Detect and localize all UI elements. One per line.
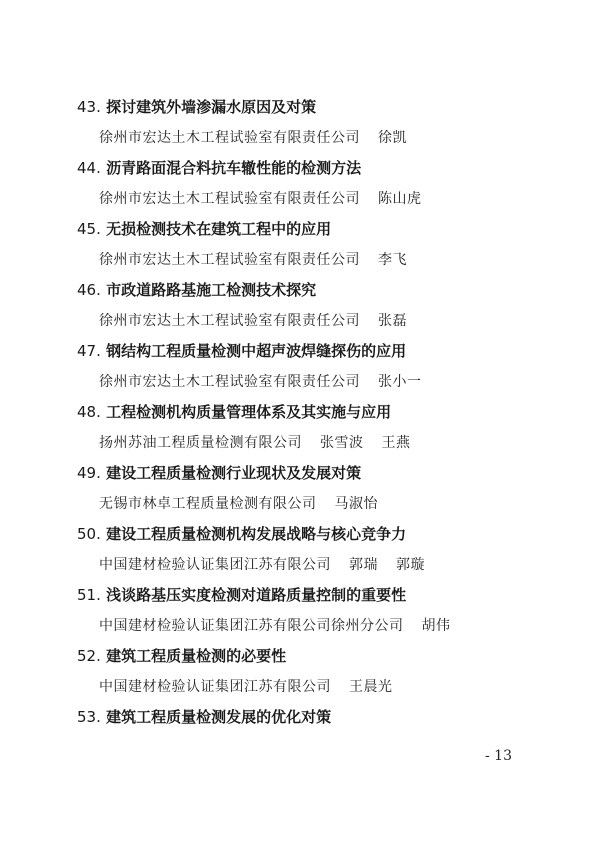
entry-number: 48. [77, 403, 101, 421]
entry-author-line [0, 550, 600, 580]
entry-title-line [0, 580, 600, 611]
entry-title-line [0, 397, 600, 428]
list-item [0, 641, 600, 702]
entry-title-line [0, 92, 600, 123]
entry-authors [335, 489, 379, 519]
entry-author: 王晨光 [349, 679, 393, 695]
entry-title: 沥青路面混合料抗车辙性能的检测方法 [106, 159, 362, 177]
entry-number: 43. [77, 98, 101, 116]
entry-author: 张小一 [378, 374, 422, 390]
list-item [0, 702, 600, 733]
entry-organization: 徐州市宏达土木工程试验室有限责任公司 [99, 374, 360, 390]
entry-author-line [0, 611, 600, 641]
entry-author: 徐凯 [378, 130, 407, 146]
entry-title-line [0, 275, 600, 306]
entry-author: 胡伟 [421, 618, 451, 634]
entry-organization: 徐州市宏达土木工程试验室有限责任公司 [99, 130, 360, 146]
entry-author-line [0, 489, 600, 519]
entry-author: 郭瑞 [349, 557, 378, 573]
entry-title: 建设工程质量检测行业现状及发展对策 [106, 464, 362, 482]
entry-title-line [0, 641, 600, 672]
entry-authors [378, 184, 422, 214]
list-item [0, 153, 600, 214]
entry-list [0, 92, 600, 733]
entry-authors [349, 550, 425, 580]
entry-author: 张雪波 [320, 435, 364, 451]
entry-title: 无损检测技术在建筑工程中的应用 [106, 220, 332, 238]
entry-authors [349, 672, 393, 702]
entry-title-line [0, 702, 600, 733]
entry-author-line [0, 184, 600, 214]
entry-title: 建筑工程质量检测的必要性 [106, 647, 287, 665]
entry-title: 钢结构工程质量检测中超声波焊缝探伤的应用 [106, 342, 407, 360]
entry-author: 王燕 [381, 435, 411, 451]
entry-title: 浅谈路基压实度检测对道路质量控制的重要性 [106, 586, 407, 604]
entry-authors [378, 367, 422, 397]
entry-authors [378, 123, 407, 153]
entry-author: 陈山虎 [378, 191, 422, 207]
entry-title: 建设工程质量检测机构发展战略与核心竞争力 [106, 525, 407, 543]
entry-author-line [0, 428, 600, 458]
entry-title: 探讨建筑外墙渗漏水原因及对策 [106, 98, 317, 116]
entry-number: 52. [77, 647, 101, 665]
list-item [0, 214, 600, 275]
list-item [0, 275, 600, 336]
entry-author: 李飞 [378, 252, 407, 268]
entry-author-line [0, 672, 600, 702]
entry-authors [320, 428, 411, 458]
entry-number: 44. [77, 159, 101, 177]
entry-organization: 徐州市宏达土木工程试验室有限责任公司 [99, 313, 360, 329]
entry-author-line [0, 245, 600, 275]
entry-author-line [0, 367, 600, 397]
entry-organization: 扬州苏油工程质量检测有限公司 [99, 435, 302, 451]
entry-organization: 中国建材检验认证集团江苏有限公司 [99, 557, 331, 573]
entry-title: 建筑工程质量检测发展的优化对策 [106, 708, 332, 726]
entry-authors [378, 306, 407, 336]
entry-author: 张磊 [378, 313, 407, 329]
entry-number: 47. [77, 342, 101, 360]
entry-number: 51. [77, 586, 101, 604]
list-item [0, 519, 600, 580]
page-number: - 13 [485, 748, 512, 764]
entry-organization: 无锡市林卓工程质量检测有限公司 [99, 496, 317, 512]
list-item [0, 336, 600, 397]
list-item [0, 580, 600, 641]
entry-organization: 中国建材检验认证集团江苏有限公司 [99, 679, 331, 695]
list-item [0, 92, 600, 153]
entry-organization: 徐州市宏达土木工程试验室有限责任公司 [99, 191, 360, 207]
entry-number: 49. [77, 464, 101, 482]
list-item [0, 458, 600, 519]
entry-title-line [0, 214, 600, 245]
entry-authors [422, 611, 451, 641]
entry-title-line [0, 153, 600, 184]
entry-author-line [0, 306, 600, 336]
entry-title-line [0, 336, 600, 367]
entry-number: 46. [77, 281, 101, 299]
entry-author: 郭璇 [396, 557, 425, 573]
entry-title-line [0, 519, 600, 550]
entry-author-line [0, 123, 600, 153]
entry-title-line [0, 458, 600, 489]
entry-number: 45. [77, 220, 101, 238]
entry-author: 马淑怡 [334, 496, 378, 512]
entry-title: 工程检测机构质量管理体系及其实施与应用 [106, 403, 392, 421]
list-item [0, 397, 600, 458]
entry-organization: 徐州市宏达土木工程试验室有限责任公司 [99, 252, 360, 268]
entry-number: 53. [77, 708, 101, 726]
entry-organization: 中国建材检验认证集团江苏有限公司徐州分公司 [99, 618, 404, 634]
entry-authors [378, 245, 407, 275]
entry-number: 50. [77, 525, 101, 543]
entry-title: 市政道路路基施工检测技术探究 [106, 281, 317, 299]
